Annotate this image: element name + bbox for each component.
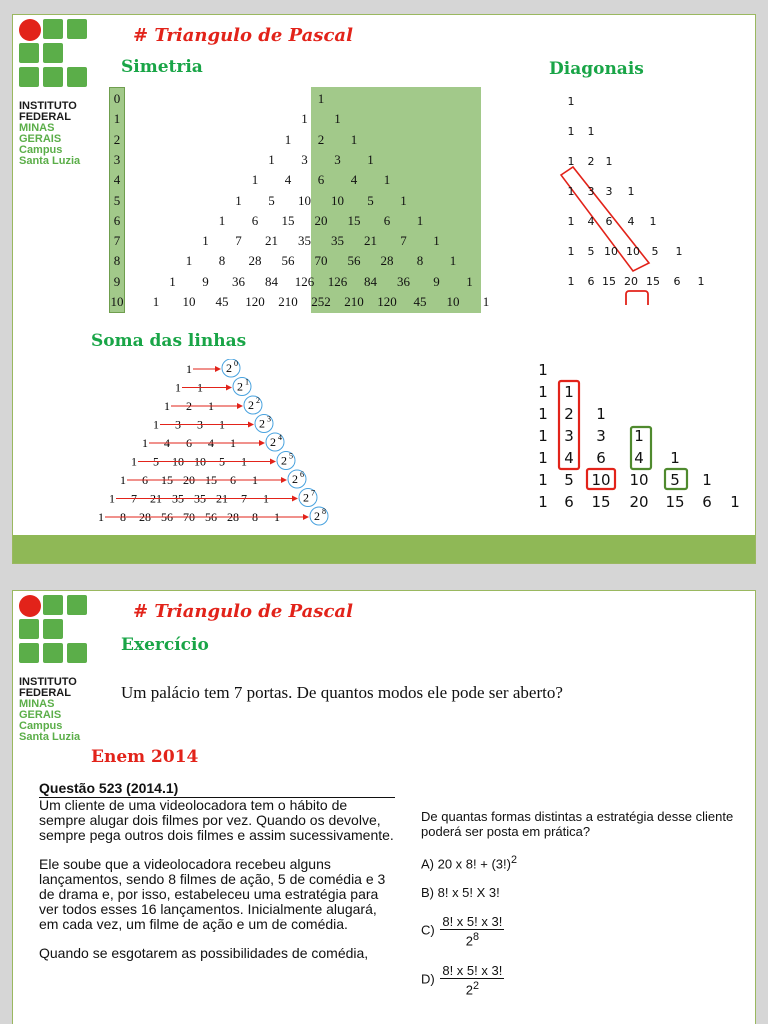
simetria-row xyxy=(109,294,490,312)
simetria-row xyxy=(109,233,481,251)
diagonais-heading: Diagonais xyxy=(549,59,644,79)
simetria-row xyxy=(109,91,481,109)
simetria-value: 9 xyxy=(433,273,440,289)
simetria-value: 252 xyxy=(311,294,331,309)
simetria-heading: Simetria xyxy=(121,57,203,77)
soma-value: 28 xyxy=(227,510,239,524)
row-index: 4 xyxy=(113,172,121,188)
diagonal-value: 10 xyxy=(626,245,640,258)
power-exponent: 4 xyxy=(278,433,282,442)
left-triangle-value: 3 xyxy=(564,427,574,445)
row-index: 3 xyxy=(113,151,121,167)
left-triangle-value: 1 xyxy=(538,361,548,379)
soma-value: 1 xyxy=(120,473,126,487)
logo-text xyxy=(19,677,99,743)
simetria-value: 1 xyxy=(202,233,209,249)
simetria-value: 10 xyxy=(182,294,196,309)
question-paragraph-3: Quando se esgotarem as possibilidades de comédia, xyxy=(39,945,369,961)
simetria-value: 1 xyxy=(251,172,259,188)
option-a-text: A) 20 x 8! + (3!) xyxy=(421,856,511,872)
soma-value: 1 xyxy=(109,491,115,506)
exercicio-heading: Exercício xyxy=(121,635,209,655)
simetria-value: 6 xyxy=(317,172,325,188)
left-aligned-triangle xyxy=(535,345,745,511)
soma-value: 7 xyxy=(131,491,137,506)
power-base: 2 xyxy=(248,398,254,412)
option-c-denominator xyxy=(440,930,504,948)
diagonal-value: 3 xyxy=(587,185,595,198)
simetria-value: 8 xyxy=(218,253,226,269)
row-index: 7 xyxy=(113,233,121,249)
sum-box xyxy=(626,291,648,305)
simetria-value: 1 xyxy=(185,253,193,269)
simetria-value: 3 xyxy=(334,151,341,167)
slide-title: # Triangulo de Pascal xyxy=(133,25,353,46)
simetria-value: 84 xyxy=(364,273,377,289)
row-index: 1 xyxy=(113,111,121,127)
institute-logo xyxy=(19,19,99,167)
option-c-numerator: 8! x 5! x 3! xyxy=(442,914,503,930)
diagonal-value: 1 xyxy=(587,125,595,138)
simetria-value: 35 xyxy=(298,233,311,249)
simetria-value: 1 xyxy=(334,111,341,127)
exercise-question: Um palácio tem 7 portas. De quantos modos ele pode ser aberto? xyxy=(121,683,563,702)
soma-value: 10 xyxy=(172,454,184,469)
left-triangle-value: 15 xyxy=(665,493,685,511)
logo-line-3: MINAS GERAIS xyxy=(19,698,62,721)
row-index: 0 xyxy=(113,91,121,106)
soma-value: 70 xyxy=(183,510,195,524)
left-triangle-value: 4 xyxy=(634,449,644,467)
soma-value: 4 xyxy=(208,436,214,450)
option-b: B) 8! x 5! X 3! xyxy=(421,885,500,901)
slide-pascal-1 xyxy=(12,14,756,564)
enem-question-text xyxy=(39,781,395,961)
simetria-value: 2 xyxy=(317,131,325,147)
left-triangle-value: 5 xyxy=(670,471,680,489)
left-triangle-value: 6 xyxy=(596,449,606,467)
simetria-value: 5 xyxy=(367,192,374,208)
row-index: 2 xyxy=(113,131,121,147)
option-d-den-base: 2 xyxy=(465,981,473,997)
simetria-value: 1 xyxy=(416,212,424,228)
simetria-value: 126 xyxy=(294,273,315,289)
simetria-row xyxy=(109,152,481,170)
soma-value: 1 xyxy=(263,491,269,506)
soma-value: 10 xyxy=(194,454,206,469)
left-triangle-value: 1 xyxy=(730,493,740,511)
left-triangle-value: 1 xyxy=(538,405,548,423)
diagonal-value: 15 xyxy=(646,275,660,288)
simetria-value: 10 xyxy=(446,294,460,309)
option-d-denominator xyxy=(440,979,504,997)
left-triangle-value: 1 xyxy=(538,449,548,467)
soma-value: 56 xyxy=(161,510,173,524)
left-triangle-value: 1 xyxy=(538,471,548,489)
soma-value: 5 xyxy=(153,454,159,469)
power-base: 2 xyxy=(270,435,276,449)
soma-value: 4 xyxy=(164,436,170,450)
diagonal-value: 1 xyxy=(627,185,635,198)
power-exponent: 6 xyxy=(300,470,304,479)
institute-logo xyxy=(19,595,99,743)
simetria-value: 1 xyxy=(235,192,242,208)
option-c xyxy=(421,914,751,948)
diagonal-value: 20 xyxy=(624,275,638,288)
diagonal-value: 1 xyxy=(649,215,657,228)
simetria-value: 1 xyxy=(482,294,490,309)
power-exponent: 5 xyxy=(289,451,293,461)
option-c-label: C) xyxy=(421,922,435,938)
footer-bar xyxy=(13,535,755,563)
soma-value: 3 xyxy=(175,417,181,432)
left-triangle-value: 1 xyxy=(538,383,548,401)
soma-value: 1 xyxy=(219,417,225,432)
diagonal-value: 1 xyxy=(567,125,575,138)
logo-line-1: INSTITUTO xyxy=(19,676,77,688)
left-triangle-value: 4 xyxy=(564,449,574,467)
simetria-value: 1 xyxy=(400,192,407,208)
diagonal-value: 1 xyxy=(567,155,575,168)
simetria-value: 1 xyxy=(367,151,374,167)
left-triangle-value: 1 xyxy=(596,405,606,423)
left-triangle-value: 5 xyxy=(564,471,574,489)
simetria-value: 120 xyxy=(245,294,265,309)
left-triangle-value: 1 xyxy=(702,471,712,489)
row-index: 6 xyxy=(113,212,121,228)
simetria-value: 28 xyxy=(380,253,394,269)
soma-value: 1 xyxy=(274,510,280,524)
logo-line-5: Santa Luzia xyxy=(19,731,81,743)
simetria-value: 10 xyxy=(298,192,311,208)
soma-value: 5 xyxy=(219,454,225,469)
logo-line-4: Campus xyxy=(19,144,63,156)
soma-value: 20 xyxy=(183,473,195,487)
simetria-value: 6 xyxy=(383,212,391,228)
logo-red-dot xyxy=(19,595,41,617)
enem-heading: Enem 2014 xyxy=(91,747,199,767)
power-base: 2 xyxy=(303,490,309,505)
simetria-value: 126 xyxy=(327,273,348,289)
left-triangle-value: 1 xyxy=(634,427,644,445)
diagonal-value: 1 xyxy=(675,245,683,258)
logo-mark xyxy=(19,595,89,673)
left-triangle-value: 1 xyxy=(670,449,680,467)
simetria-value: 1 xyxy=(466,273,473,289)
row-index: 5 xyxy=(113,192,121,208)
diagonais-triangle xyxy=(551,95,711,305)
question-paragraph-2: Ele soube que a videolocadora recebeu alguns lançamentos, sendo 8 filmes de ação, 5 de comédia e 3 de drama e, por isso, estabeleceu uma estratégia para ver todos esses 16 lançamentos. Inicialmente alugará, em cada vez, um filme de ação e um de comédia. xyxy=(39,856,386,932)
soma-value: 1 xyxy=(98,510,104,524)
diagonal-value: 1 xyxy=(567,275,575,288)
diagonal-value: 6 xyxy=(587,275,595,288)
simetria-value: 56 xyxy=(347,253,361,269)
left-triangle-value: 1 xyxy=(538,493,548,511)
simetria-value: 4 xyxy=(284,172,292,188)
simetria-value: 1 xyxy=(449,253,457,269)
power-base: 2 xyxy=(226,361,232,375)
soma-value: 21 xyxy=(216,491,228,506)
power-exponent: 7 xyxy=(311,488,315,498)
logo-line-1: INSTITUTO xyxy=(19,100,77,112)
option-c-den-base: 2 xyxy=(465,933,473,949)
question-number: Questão 523 (2014.1) xyxy=(39,781,395,798)
simetria-value: 9 xyxy=(202,273,209,289)
slide-title: # Triangulo de Pascal xyxy=(133,601,353,622)
diagonal-value: 2 xyxy=(587,155,595,168)
simetria-value: 1 xyxy=(169,273,176,289)
simetria-value: 4 xyxy=(350,172,358,188)
left-triangle-value: 6 xyxy=(702,493,712,511)
power-exponent: 8 xyxy=(322,507,326,516)
simetria-value: 8 xyxy=(416,253,424,269)
simetria-value: 84 xyxy=(265,273,278,289)
logo-mark xyxy=(19,19,89,97)
left-triangle-value: 10 xyxy=(591,471,611,489)
soma-value: 28 xyxy=(139,510,151,524)
simetria-value: 15 xyxy=(281,212,295,228)
simetria-value: 10 xyxy=(331,192,344,208)
simetria-row xyxy=(109,253,481,271)
simetria-value: 210 xyxy=(278,294,298,309)
option-c-fraction xyxy=(440,914,504,948)
logo-line-4: Campus xyxy=(19,720,63,732)
option-c-den-exponent: 8 xyxy=(472,931,479,944)
simetria-value: 210 xyxy=(344,294,364,309)
soma-value: 2 xyxy=(186,399,192,413)
soma-heading: Soma das linhas xyxy=(91,331,247,351)
simetria-row xyxy=(109,172,481,190)
power-exponent: 0 xyxy=(234,359,238,368)
left-triangle-value: 1 xyxy=(538,427,548,445)
option-a xyxy=(421,853,751,871)
soma-triangle xyxy=(49,359,369,529)
soma-value: 1 xyxy=(208,399,214,413)
row-index: 10 xyxy=(110,294,124,309)
simetria-value: 1 xyxy=(383,172,391,188)
soma-value: 1 xyxy=(164,399,170,413)
simetria-row xyxy=(109,132,481,150)
soma-value: 15 xyxy=(161,473,173,487)
logo-text xyxy=(19,101,99,167)
simetria-row xyxy=(109,193,481,211)
option-d-numerator: 8! x 5! x 3! xyxy=(442,962,503,978)
diagonal-value: 1 xyxy=(567,245,575,258)
simetria-value: 70 xyxy=(314,253,328,269)
power-exponent: 1 xyxy=(245,377,249,387)
soma-value: 1 xyxy=(131,454,137,469)
diagonal-highlight xyxy=(551,95,711,305)
power-base: 2 xyxy=(281,453,287,468)
option-a-exponent: 2 xyxy=(510,854,517,866)
soma-value: 35 xyxy=(172,491,184,506)
soma-value: 7 xyxy=(241,491,247,506)
simetria-value: 36 xyxy=(397,273,410,289)
slide-pascal-2 xyxy=(12,590,756,1024)
diagonal-value: 10 xyxy=(604,245,618,258)
simetria-value: 3 xyxy=(301,151,308,167)
logo-line-3: MINAS GERAIS xyxy=(19,122,62,145)
diagonal-value: 1 xyxy=(697,275,705,288)
diagonal-value: 1 xyxy=(567,215,575,228)
simetria-value: 28 xyxy=(248,253,262,269)
power-exponent: 3 xyxy=(267,414,271,424)
option-d-label: D) xyxy=(421,971,435,987)
simetria-row xyxy=(109,274,481,292)
soma-value: 3 xyxy=(197,417,203,432)
soma-value: 6 xyxy=(230,473,236,487)
soma-value: 1 xyxy=(241,454,247,469)
question-prompt: De quantas formas distintas a estratégia desse cliente poderá ser posta em prática? xyxy=(421,809,734,839)
simetria-value: 6 xyxy=(251,212,259,228)
power-base: 2 xyxy=(237,379,243,394)
logo-line-2: FEDERAL xyxy=(19,111,71,123)
soma-value: 6 xyxy=(142,473,148,487)
simetria-value: 15 xyxy=(347,212,361,228)
soma-value: 6 xyxy=(186,436,192,450)
simetria-value: 1 xyxy=(284,131,292,147)
logo-line-2: FEDERAL xyxy=(19,687,71,699)
simetria-value: 1 xyxy=(268,151,275,167)
left-triangle-value: 20 xyxy=(629,493,649,511)
left-triangle-value: 1 xyxy=(564,383,574,401)
simetria-value: 21 xyxy=(265,233,278,249)
diagonal-value: 1 xyxy=(567,185,575,198)
soma-value: 1 xyxy=(142,436,148,450)
enem-options xyxy=(421,809,751,997)
option-d-fraction xyxy=(440,963,504,997)
soma-value: 8 xyxy=(252,510,258,524)
simetria-value: 35 xyxy=(331,233,344,249)
soma-value: 56 xyxy=(205,510,217,524)
simetria-value: 7 xyxy=(235,233,242,249)
soma-value: 8 xyxy=(120,510,126,524)
diagonal-value: 5 xyxy=(587,245,595,258)
diagonal-value: 3 xyxy=(605,185,613,198)
simetria-row xyxy=(109,111,481,129)
soma-value: 15 xyxy=(205,473,217,487)
diagonal-value: 6 xyxy=(605,215,613,228)
simetria-value: 45 xyxy=(215,294,229,309)
simetria-value: 1 xyxy=(433,233,440,249)
diagonal-value: 1 xyxy=(567,95,575,108)
simetria-value: 56 xyxy=(281,253,295,269)
left-triangle-value: 2 xyxy=(564,405,574,423)
simetria-triangle xyxy=(109,87,490,313)
logo-line-5: Santa Luzia xyxy=(19,155,81,167)
soma-value: 1 xyxy=(186,362,192,376)
soma-value: 1 xyxy=(175,380,181,395)
option-d xyxy=(421,963,751,997)
simetria-value: 1 xyxy=(152,294,160,309)
diagonal-value: 4 xyxy=(627,215,635,228)
row-index: 8 xyxy=(113,253,121,269)
soma-value: 1 xyxy=(153,417,159,432)
simetria-value: 1 xyxy=(317,91,325,106)
simetria-value: 21 xyxy=(364,233,377,249)
soma-value: 35 xyxy=(194,491,206,506)
soma-value: 21 xyxy=(150,491,162,506)
diagonal-value: 1 xyxy=(605,155,613,168)
left-triangle-value: 6 xyxy=(564,493,574,511)
soma-value: 1 xyxy=(197,380,203,395)
simetria-value: 1 xyxy=(301,111,308,127)
simetria-value: 1 xyxy=(218,212,226,228)
question-paragraph-1: Um cliente de uma videolocadora tem o hábito de sempre alugar dois filmes por vez. Quando os devolve, sempre pega outros dois filmes e assim sucessivamente. xyxy=(39,797,394,843)
soma-value: 1 xyxy=(230,436,236,450)
row-index: 9 xyxy=(113,273,121,289)
simetria-value: 45 xyxy=(413,294,427,309)
simetria-value: 36 xyxy=(232,273,245,289)
power-base: 2 xyxy=(259,416,265,431)
left-triangle-value: 10 xyxy=(629,471,649,489)
simetria-value: 120 xyxy=(377,294,397,309)
simetria-value: 1 xyxy=(350,131,358,147)
logo-red-dot xyxy=(19,19,41,41)
power-base: 2 xyxy=(292,472,298,486)
option-d-den-exponent: 2 xyxy=(472,979,479,992)
simetria-row xyxy=(109,213,481,231)
diagonal-value: 5 xyxy=(651,245,659,258)
diagonal-value: 4 xyxy=(587,215,595,228)
left-triangle-value: 15 xyxy=(591,493,611,511)
simetria-value: 20 xyxy=(314,212,328,228)
left-triangle-value: 3 xyxy=(596,427,606,445)
soma-value: 1 xyxy=(252,473,258,487)
diagonal-value: 15 xyxy=(602,275,616,288)
power-base: 2 xyxy=(314,509,320,523)
simetria-value: 5 xyxy=(268,192,275,208)
simetria-value: 7 xyxy=(400,233,407,249)
power-exponent: 2 xyxy=(256,396,260,405)
diagonal-value: 6 xyxy=(673,275,681,288)
